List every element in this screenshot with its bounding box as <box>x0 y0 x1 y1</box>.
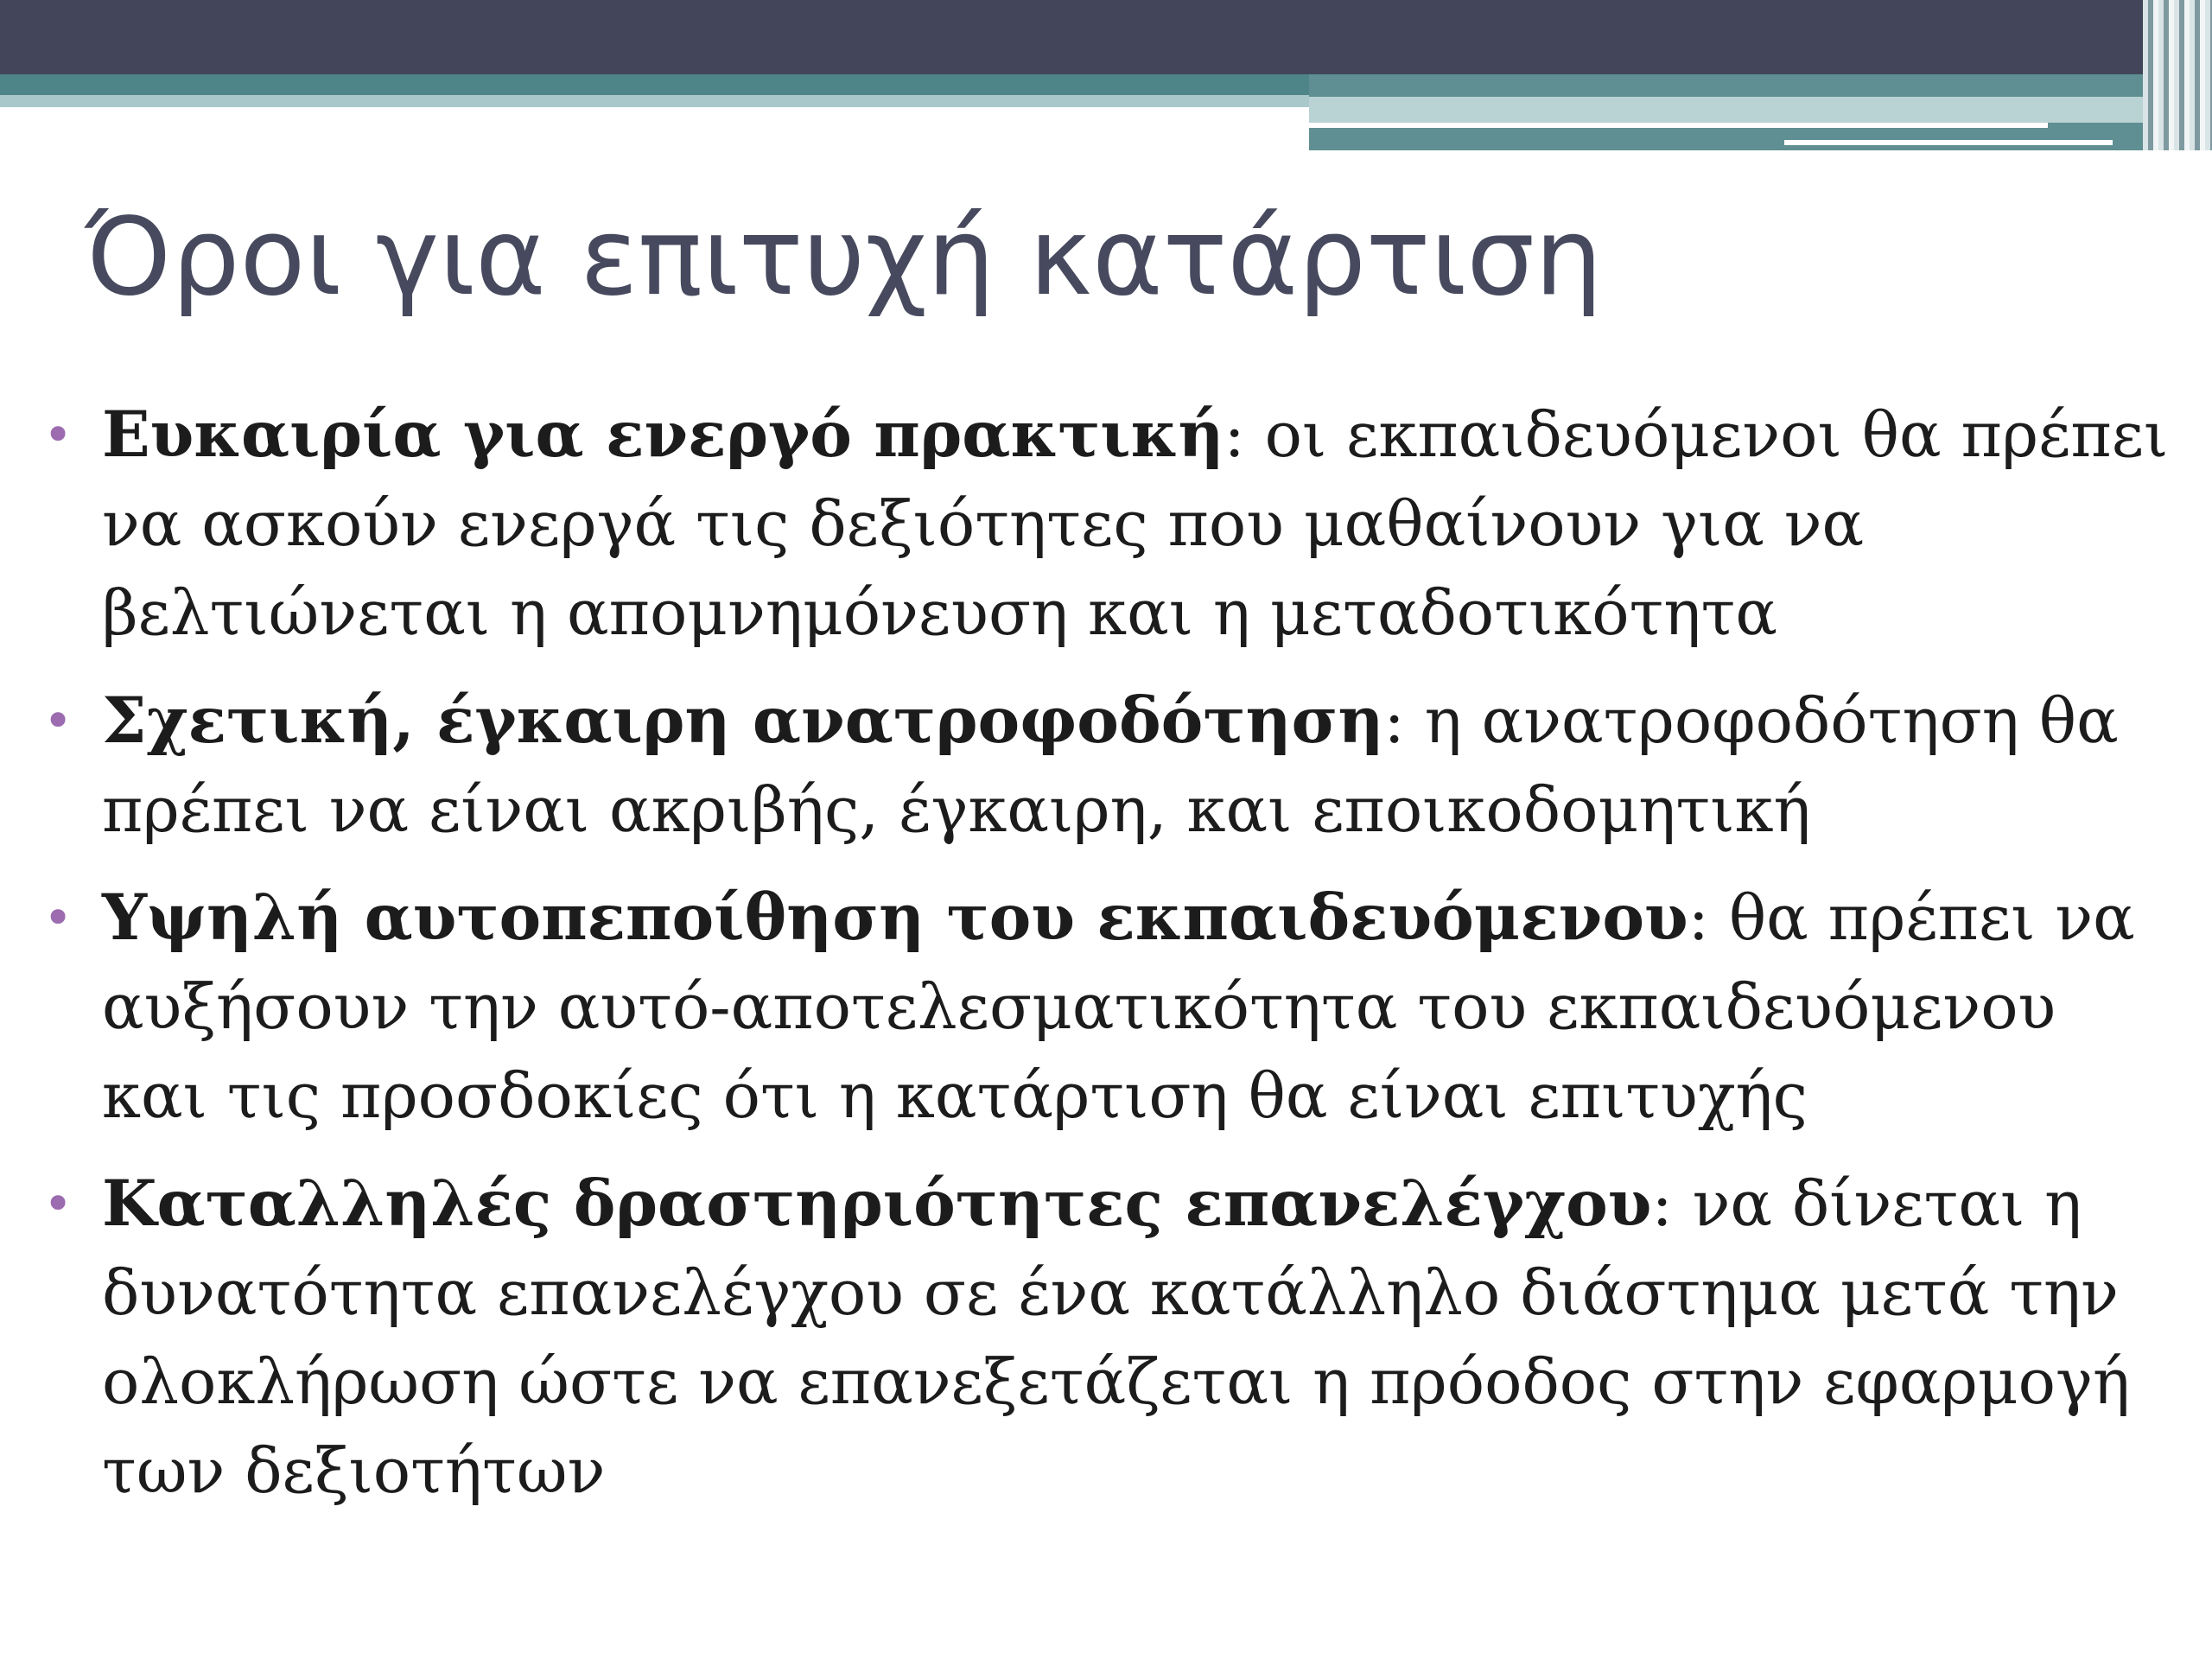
bullet-term: Υψηλή αυτοπεποίθηση του εκπαιδευόμενου <box>102 880 1688 955</box>
header-band-right-line <box>1309 123 2048 128</box>
bullet-separator: : <box>1383 684 1405 757</box>
bullet-term: Ευκαιρία για ενεργό πρακτική <box>102 397 1224 472</box>
bullet-text: θα πρέπει να αυξήσουν την αυτό-αποτελεσματικότητα του εκπαιδευόμενου και τις προσδοκίες ότι η κατάρτιση θα είναι επιτυχής <box>102 881 2135 1132</box>
bullet-item <box>35 677 2177 855</box>
bullet-list <box>35 391 2177 1535</box>
header-stripes <box>2143 0 2212 150</box>
bullet-dot: • <box>43 405 73 464</box>
bullet-dot: • <box>43 888 73 947</box>
header-band-right-line <box>1784 140 2113 145</box>
header-band-right-light <box>1309 97 2212 123</box>
bullet-separator: : <box>1651 1167 1673 1240</box>
bullet-separator: : <box>1224 398 1245 471</box>
bullet-dot: • <box>43 691 73 750</box>
header-band-teal-light <box>0 95 1309 107</box>
header-band-teal <box>0 74 1309 95</box>
bullet-text: οι εκπαιδευόμενοι θα πρέπει να ασκούν ενεργά τις δεξιότητες που μαθαίνουν για να βελτιώνεται η απομνημόνευση και η μεταδοτικότητα <box>102 398 2169 649</box>
bullet-term: Καταλληλές δραστηριότητες επανελέγχου <box>102 1166 1652 1241</box>
bullet-dot: • <box>43 1174 73 1233</box>
bullet-item <box>35 1160 2177 1516</box>
bullet-text: να δίνεται η δυνατότητα επανελέγχου σε ένα κατάλληλο διάστημα μετά την ολοκλήρωση ώστε να επανεξετάζεται η πρόοδος στην εφαρμογή των δεξιοτήτων <box>102 1167 2131 1507</box>
bullet-term: Σχετική, έγκαιρη ανατροφοδότηση <box>102 683 1384 758</box>
bullet-separator: : <box>1688 881 1709 954</box>
bullet-text: η ανατροφοδότηση θα πρέπει να είναι ακριβής, έγκαιρη, και εποικοδομητική <box>102 684 2119 846</box>
bullet-item <box>35 874 2177 1141</box>
slide-title: Όροι για επιτυχή κατάρτιση <box>85 195 1603 320</box>
bullet-item <box>35 391 2177 658</box>
header-band-dark <box>0 0 2212 74</box>
